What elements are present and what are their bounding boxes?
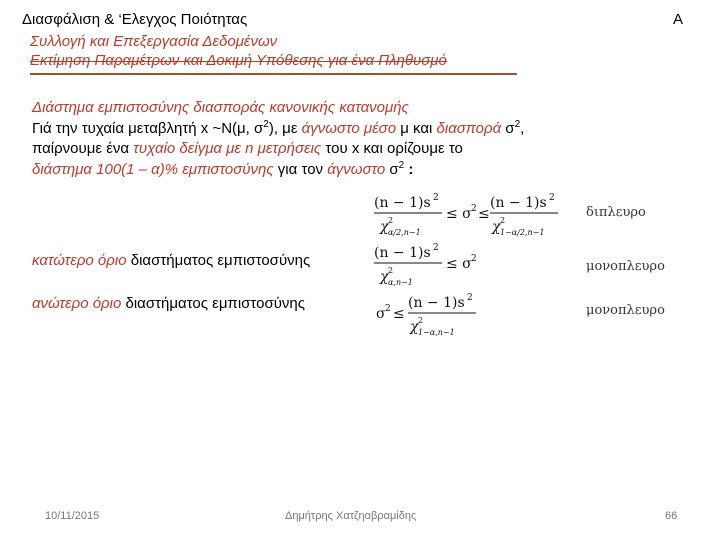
footer-page-number: 66 <box>665 510 678 522</box>
formula-chi: χ <box>380 269 389 285</box>
formula-chi: χ <box>492 219 501 235</box>
formula-subscript: 1−α,n−1 <box>418 328 455 337</box>
formula-superscript: 2 <box>388 216 394 225</box>
formula-superscript: 2 <box>549 193 555 203</box>
text-variance: διασπορά <box>436 120 502 137</box>
formula-sigma: σ <box>376 306 386 322</box>
text-segment: σ <box>385 161 399 178</box>
text-segment: Γιά την τυχαία μεταβλητή x ~N(μ, σ <box>32 120 264 137</box>
text-segment: , <box>520 120 525 137</box>
label-upper-bound <box>32 295 305 312</box>
text-random-sample: τυχαίο δείγμα με n μετρήσεις <box>133 140 322 157</box>
slide-title: Διασφάλιση & ‘Ελεγχος Ποιότητας <box>22 11 248 28</box>
formula-superscript: 2 <box>385 304 391 314</box>
formula-superscript: 2 <box>500 216 506 225</box>
formula-leq: ≤ <box>393 306 405 322</box>
formula-subscript: 1−α/2,n−1 <box>500 228 545 237</box>
formula-lower-bound <box>372 240 482 288</box>
text-segment: για τον <box>273 161 328 178</box>
body-line-3 <box>32 140 463 157</box>
text-segment: μ και <box>396 120 437 137</box>
body-line-4 <box>32 160 413 178</box>
formula-chi: χ <box>380 219 389 235</box>
text-unknown: άγνωστο <box>327 161 386 178</box>
header-divider <box>30 73 517 75</box>
subtitle-data-collection: Συλλογή και Επεξεργασία Δεδομένων <box>30 33 278 50</box>
formula-superscript: 2 <box>467 293 473 303</box>
formula-upper-bound <box>372 290 492 338</box>
formula-chi: χ <box>410 319 419 335</box>
subtitle-parameter-estimation: Εκτίμηση Παραμέτρων και Δοκιμή Υπόθεσης για ένα Πληθυσμό <box>30 52 447 69</box>
formula-superscript: 2 <box>418 316 424 325</box>
text-segment: σ <box>501 120 515 137</box>
formula-superscript: 2 <box>433 243 439 253</box>
superscript: 2 <box>263 119 269 130</box>
label-one-sided-upper: μονοπλευρο <box>586 303 665 318</box>
superscript: 2 <box>514 119 521 130</box>
formula-subscript: α,n−1 <box>388 278 413 287</box>
label-one-sided-lower: μονοπλευρο <box>586 259 665 274</box>
body-line-2 <box>32 119 524 137</box>
text-lower-bound: κατώτερο όριο <box>32 252 127 269</box>
text-segment: διαστήματος εμπιστοσύνης <box>126 252 311 269</box>
formula-superscript: 2 <box>471 254 477 264</box>
formula-relation: ≤ σ <box>446 206 472 222</box>
formula-superscript: 2 <box>388 266 394 275</box>
text-upper-bound: ανώτερο όριο <box>32 295 122 312</box>
label-two-sided: διπλευρο <box>586 205 646 220</box>
formula-superscript: 2 <box>471 204 477 214</box>
text-segment: του x και ορίζουμε το <box>321 140 463 157</box>
text-unknown-mean: άγνωστο μέσο <box>301 120 397 137</box>
text-segment: : <box>404 161 414 178</box>
formula-subscript: α/2,n−1 <box>388 228 421 237</box>
section-letter: A <box>673 11 684 28</box>
formula-numerator: (n − 1)s <box>374 245 431 261</box>
formula-numerator: (n − 1)s <box>374 195 431 211</box>
text-segment: ), με <box>268 120 302 137</box>
formula-relation: ≤ σ <box>446 256 472 272</box>
footer-author: Δημήτρης Χατζηαβραμίδης <box>285 510 417 522</box>
text-segment: διαστήματος εμπιστοσύνης <box>121 295 305 312</box>
label-lower-bound <box>32 252 310 269</box>
formula-superscript: 2 <box>433 193 439 203</box>
text-segment: παίρνουμε ένα <box>32 140 134 157</box>
formula-numerator: (n − 1)s <box>490 195 547 211</box>
section-heading: Διάστημα εμπιστοσύνης διασποράς κανονικής κατανομής <box>32 99 409 116</box>
footer-date: 10/11/2015 <box>45 510 100 522</box>
formula-numerator: (n − 1)s <box>408 295 465 311</box>
superscript: 2 <box>398 160 405 171</box>
formula-two-sided <box>372 190 562 238</box>
text-confidence-interval: διάστημα 100(1 – α)% εμπιστοσύνης <box>32 161 274 178</box>
formula-leq: ≤ <box>478 206 490 222</box>
